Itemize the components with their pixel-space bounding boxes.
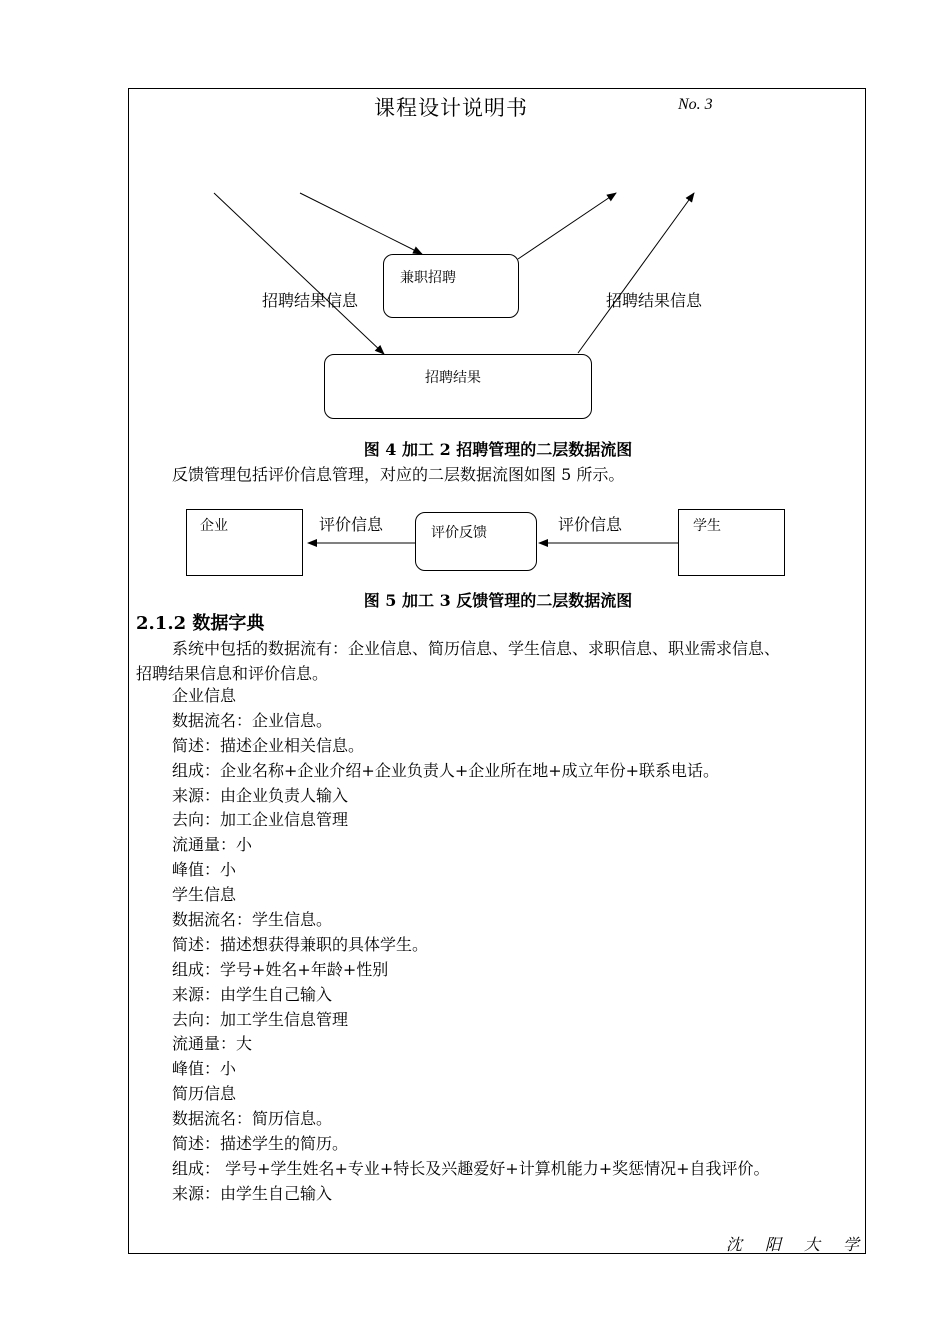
- process-box-feedback: 评价反馈: [415, 512, 537, 571]
- page-number: No. 3: [678, 96, 713, 113]
- figure4-caption: 图 4 加工 2 招聘管理的二层数据流图: [363, 440, 633, 459]
- section-heading: 2.1.2 数据字典: [136, 613, 265, 634]
- flow-label-right: 招聘结果信息: [606, 291, 703, 310]
- dict-line: 峰值：小: [172, 860, 237, 880]
- process-box-part-time-recruit: 兼职招聘: [383, 254, 519, 318]
- arrow-in-to-process: [300, 193, 422, 254]
- arrow-in-to-store: [214, 193, 384, 354]
- dict-line: 来源：由学生自己输入: [172, 984, 333, 1004]
- dict-line: 数据流名：企业信息。: [172, 710, 333, 730]
- arrow-process-out: [518, 193, 616, 259]
- summary-line-2: 招聘结果信息和评价信息。: [136, 664, 329, 683]
- dict-line: 去向：加工学生信息管理: [172, 1009, 349, 1029]
- flow-label-left: 招聘结果信息: [262, 291, 359, 310]
- dict-line: 数据流名：简历信息。: [172, 1109, 333, 1129]
- dict-line: 简历信息: [172, 1084, 237, 1104]
- dict-line: 组成： 学号+学生姓名+专业+特长及兴趣爱好+计算机能力+奖惩情况+自我评价。: [172, 1158, 770, 1178]
- flow-label-eval-right: 评价信息: [558, 515, 623, 534]
- entity-box-student: 学生: [678, 509, 785, 576]
- dict-line: 简述：描述学生的简历。: [172, 1134, 349, 1154]
- dict-line: 流通量：小: [172, 835, 253, 855]
- arrow-store-out: [578, 193, 694, 353]
- dict-line: 去向：加工企业信息管理: [172, 810, 349, 830]
- summary-line-1: 系统中包括的数据流有：企业信息、简历信息、学生信息、求职信息、职业需求信息、: [172, 639, 781, 658]
- flow-label-eval-left: 评价信息: [319, 515, 384, 534]
- entity-box-company: 企业: [186, 509, 303, 576]
- dict-line: 峰值：小: [172, 1059, 237, 1079]
- footer-university: 沈 阳 大 学: [726, 1235, 860, 1254]
- dict-line: 简述：描述企业相关信息。: [172, 735, 365, 755]
- dict-line: 企业信息: [172, 686, 237, 705]
- dict-line: 简述：描述想获得兼职的具体学生。: [172, 934, 429, 954]
- dict-line: 来源：由学生自己输入: [172, 1183, 333, 1203]
- dict-line: 组成：企业名称+企业介绍+企业负责人+企业所在地+成立年份+联系电话。: [172, 760, 720, 780]
- dict-line: 组成：学号+姓名+年龄+性别: [172, 959, 389, 979]
- figure5-caption: 图 5 加工 3 反馈管理的二层数据流图: [363, 591, 633, 610]
- dict-line: 学生信息: [172, 885, 237, 905]
- dict-line: 流通量：大: [172, 1034, 253, 1054]
- data-dictionary-list: [172, 684, 770, 1207]
- dict-line: 来源：由企业负责人输入: [172, 785, 349, 805]
- intro-paragraph: 反馈管理包括评价信息管理，对应的二层数据流图如图 5 所示。: [172, 465, 625, 484]
- dict-line: 数据流名：学生信息。: [172, 910, 333, 930]
- store-box-recruit-result: 招聘结果: [324, 354, 592, 419]
- document-title: 课程设计说明书: [374, 96, 528, 120]
